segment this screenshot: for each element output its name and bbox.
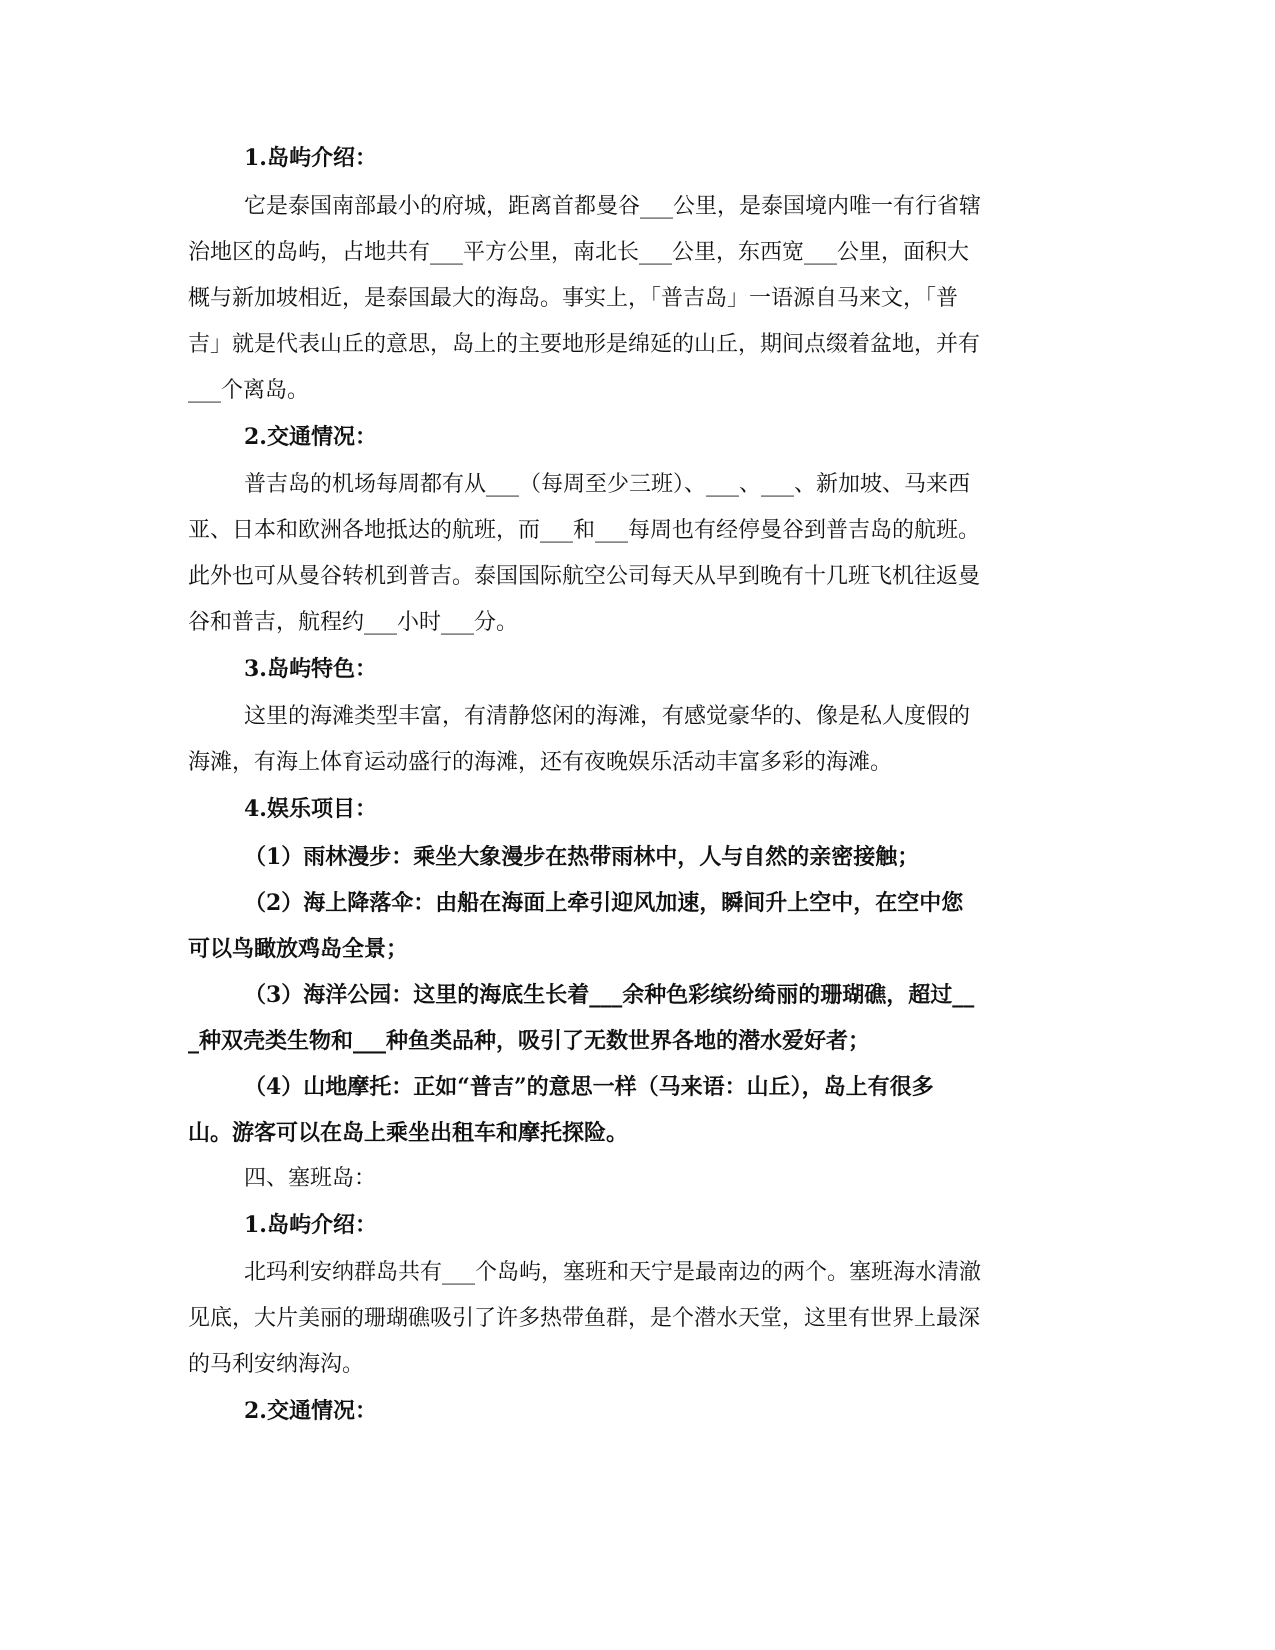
paragraph-line: 这里的海滩类型丰富，有清静悠闲的海滩，有感觉豪华的、像是私人度假的: [244, 704, 971, 729]
paragraph-line: 概与新加坡相近，是泰国最大的海岛。事实上，「普吉岛」一语源自马来文，「普: [188, 286, 959, 311]
paragraph-line: ___个离岛。: [188, 378, 310, 403]
paragraph-line: 海滩，有海上体育运动盛行的海滩，还有夜晚娱乐活动丰富多彩的海滩。: [188, 750, 893, 775]
paragraph-line: 亚、日本和欧洲各地抵达的航班，而___和___每周也有经停曼谷到普吉岛的航班。: [188, 518, 981, 543]
section-heading-island-intro: 1.岛屿介绍：: [244, 145, 377, 171]
list-item-mountain-moto: （4）山地摩托：正如“普吉”的意思一样（马来语：山丘），岛上有很多: [244, 1074, 934, 1100]
list-item-rainforest: （1）雨林漫步：乘坐大象漫步在热带雨林中，人与自然的亲密接触；: [244, 844, 920, 870]
section-heading-island-intro-2: 1.岛屿介绍：: [244, 1212, 377, 1238]
paragraph-line: 见底，大片美丽的珊瑚礁吸引了许多热带鱼群，是个潜水天堂，这里有世界上最深: [188, 1306, 981, 1331]
section-heading-transport-2: 2.交通情况：: [244, 1398, 377, 1424]
paragraph-line: 谷和普吉，航程约___小时___分。: [188, 610, 519, 635]
section-heading-features: 3.岛屿特色：: [244, 656, 377, 682]
chapter-heading-saipan: 四、塞班岛：: [244, 1166, 377, 1191]
list-item-parasailing: （2）海上降落伞：由船在海面上牵引迎风加速，瞬间升上空中，在空中您: [244, 890, 964, 916]
section-heading-transport: 2.交通情况：: [244, 424, 377, 450]
list-item-mountain-moto-cont: 山。游客可以在岛上乘坐出租车和摩托探险。: [188, 1120, 629, 1146]
paragraph-line: 它是泰国南部最小的府城，距离首都曼谷___公里，是泰国境内唯一有行省辖: [244, 194, 982, 219]
paragraph-line: 的马利安纳海沟。: [188, 1352, 365, 1377]
list-item-ocean-park: （3）海洋公园：这里的海底生长着___余种色彩缤纷绮丽的珊瑚礁，超过__: [244, 982, 975, 1008]
paragraph-line: 此外也可从曼谷转机到普吉。泰国国际航空公司每天从早到晚有十几班飞机往返曼: [188, 564, 981, 589]
section-heading-entertainment: 4.娱乐项目：: [244, 796, 377, 822]
paragraph-line: 普吉岛的机场每周都有从___（每周至少三班）、___、___、新加坡、马来西: [244, 472, 971, 497]
list-item-parasailing-cont: 可以鸟瞰放鸡岛全景；: [188, 936, 409, 962]
paragraph-line: 治地区的岛屿，占地共有___平方公里，南北长___公里，东西宽___公里，面积大: [188, 240, 970, 265]
paragraph-line: 北玛利安纳群岛共有___个岛屿，塞班和天宁是最南边的两个。塞班海水清澈: [244, 1260, 982, 1285]
list-item-ocean-park-cont: _种双壳类生物和___种鱼类品种，吸引了无数世界各地的潜水爱好者；: [188, 1028, 871, 1054]
paragraph-line: 吉」就是代表山丘的意思，岛上的主要地形是绵延的山丘，期间点缀着盆地，并有: [188, 332, 981, 357]
